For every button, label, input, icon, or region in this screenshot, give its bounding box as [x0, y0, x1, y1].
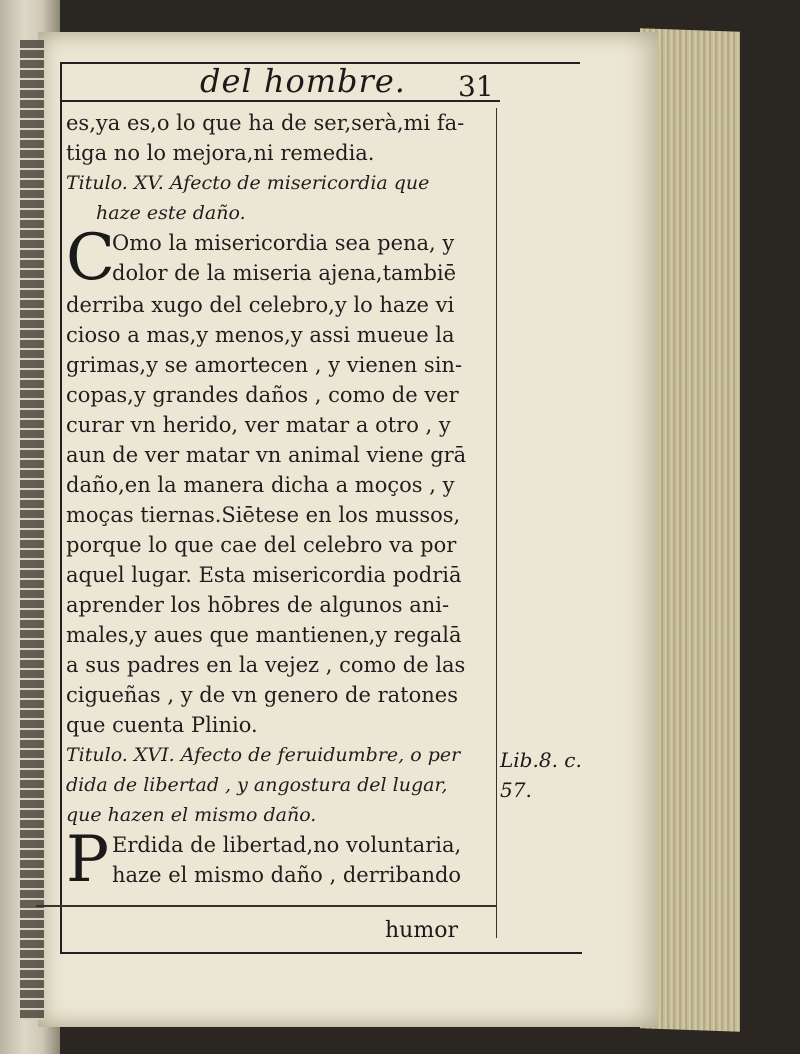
text-line: cigueñas , y de vn genero de ratones	[66, 683, 458, 707]
page-header	[60, 62, 580, 103]
section-title: Titulo. XV. Afecto de misericordia que	[66, 172, 430, 194]
bottom-rule	[36, 905, 496, 907]
text-line: porque lo que cae del celebro va por	[66, 533, 457, 557]
text-line: curar vn herido, ver matar a otro , y	[66, 413, 451, 437]
section-title: haze este daño.	[96, 202, 246, 224]
drop-cap: C	[66, 221, 115, 295]
running-head: del hombre.	[200, 62, 406, 100]
marginal-note-line: Lib.8. c.	[500, 748, 582, 772]
catchword: humor	[385, 918, 458, 943]
text-line: copas,y grandes daños , como de ver	[66, 383, 459, 407]
text-line: cioso a mas,y menos,y assi mueue la	[66, 323, 455, 347]
text-line: daño,en la manera dicha a moços , y	[66, 473, 455, 497]
header-rule	[60, 100, 500, 102]
text-line: aun de ver matar vn animal viene grā	[66, 443, 467, 467]
section-title: que hazen el mismo daño.	[66, 804, 317, 826]
text-line: dolor de la miseria ajena,tambiē	[112, 261, 457, 285]
text-line: males,y aues que mantienen,y regalā	[66, 623, 462, 647]
drop-cap: P	[66, 823, 110, 897]
section-title: dida de libertad , y angostura del lugar,	[66, 774, 448, 796]
text-line: derriba xugo del celebro,y lo haze vi	[66, 293, 455, 317]
text-line: aquel lugar. Esta misericordia podriā	[66, 563, 462, 587]
marginal-note	[500, 745, 582, 805]
paragraph-p	[66, 823, 496, 897]
marginal-note-line: 57.	[500, 778, 532, 802]
paragraph-c	[66, 221, 496, 740]
text-line: que cuenta Plinio.	[66, 713, 258, 737]
text-line: Erdida de libertad,no voluntaria,	[112, 833, 462, 857]
text-column	[66, 108, 496, 897]
column-rule	[496, 108, 497, 938]
text-line: a sus padres en la vejez , como de las	[66, 653, 466, 677]
text-line: es,ya es,o lo que ha de ser,serà,mi fa-	[66, 111, 465, 135]
text-line: tiga no lo mejora,ni remedia.	[66, 141, 375, 165]
section-title: Titulo. XVI. Afecto de feruidumbre, o per	[66, 744, 461, 766]
text-line: aprender los hōbres de algunos ani-	[66, 593, 450, 617]
text-line: moças tiernas.Siētese en los mussos,	[66, 503, 461, 527]
gutter-shadow	[20, 40, 44, 1020]
text-line: Omo la misericordia sea pena, y	[112, 231, 455, 255]
page-number: 31	[458, 70, 494, 103]
text-line: haze el mismo daño , derribando	[112, 863, 462, 887]
text-line: grimas,y se amortecen , y vienen sin-	[66, 353, 463, 377]
